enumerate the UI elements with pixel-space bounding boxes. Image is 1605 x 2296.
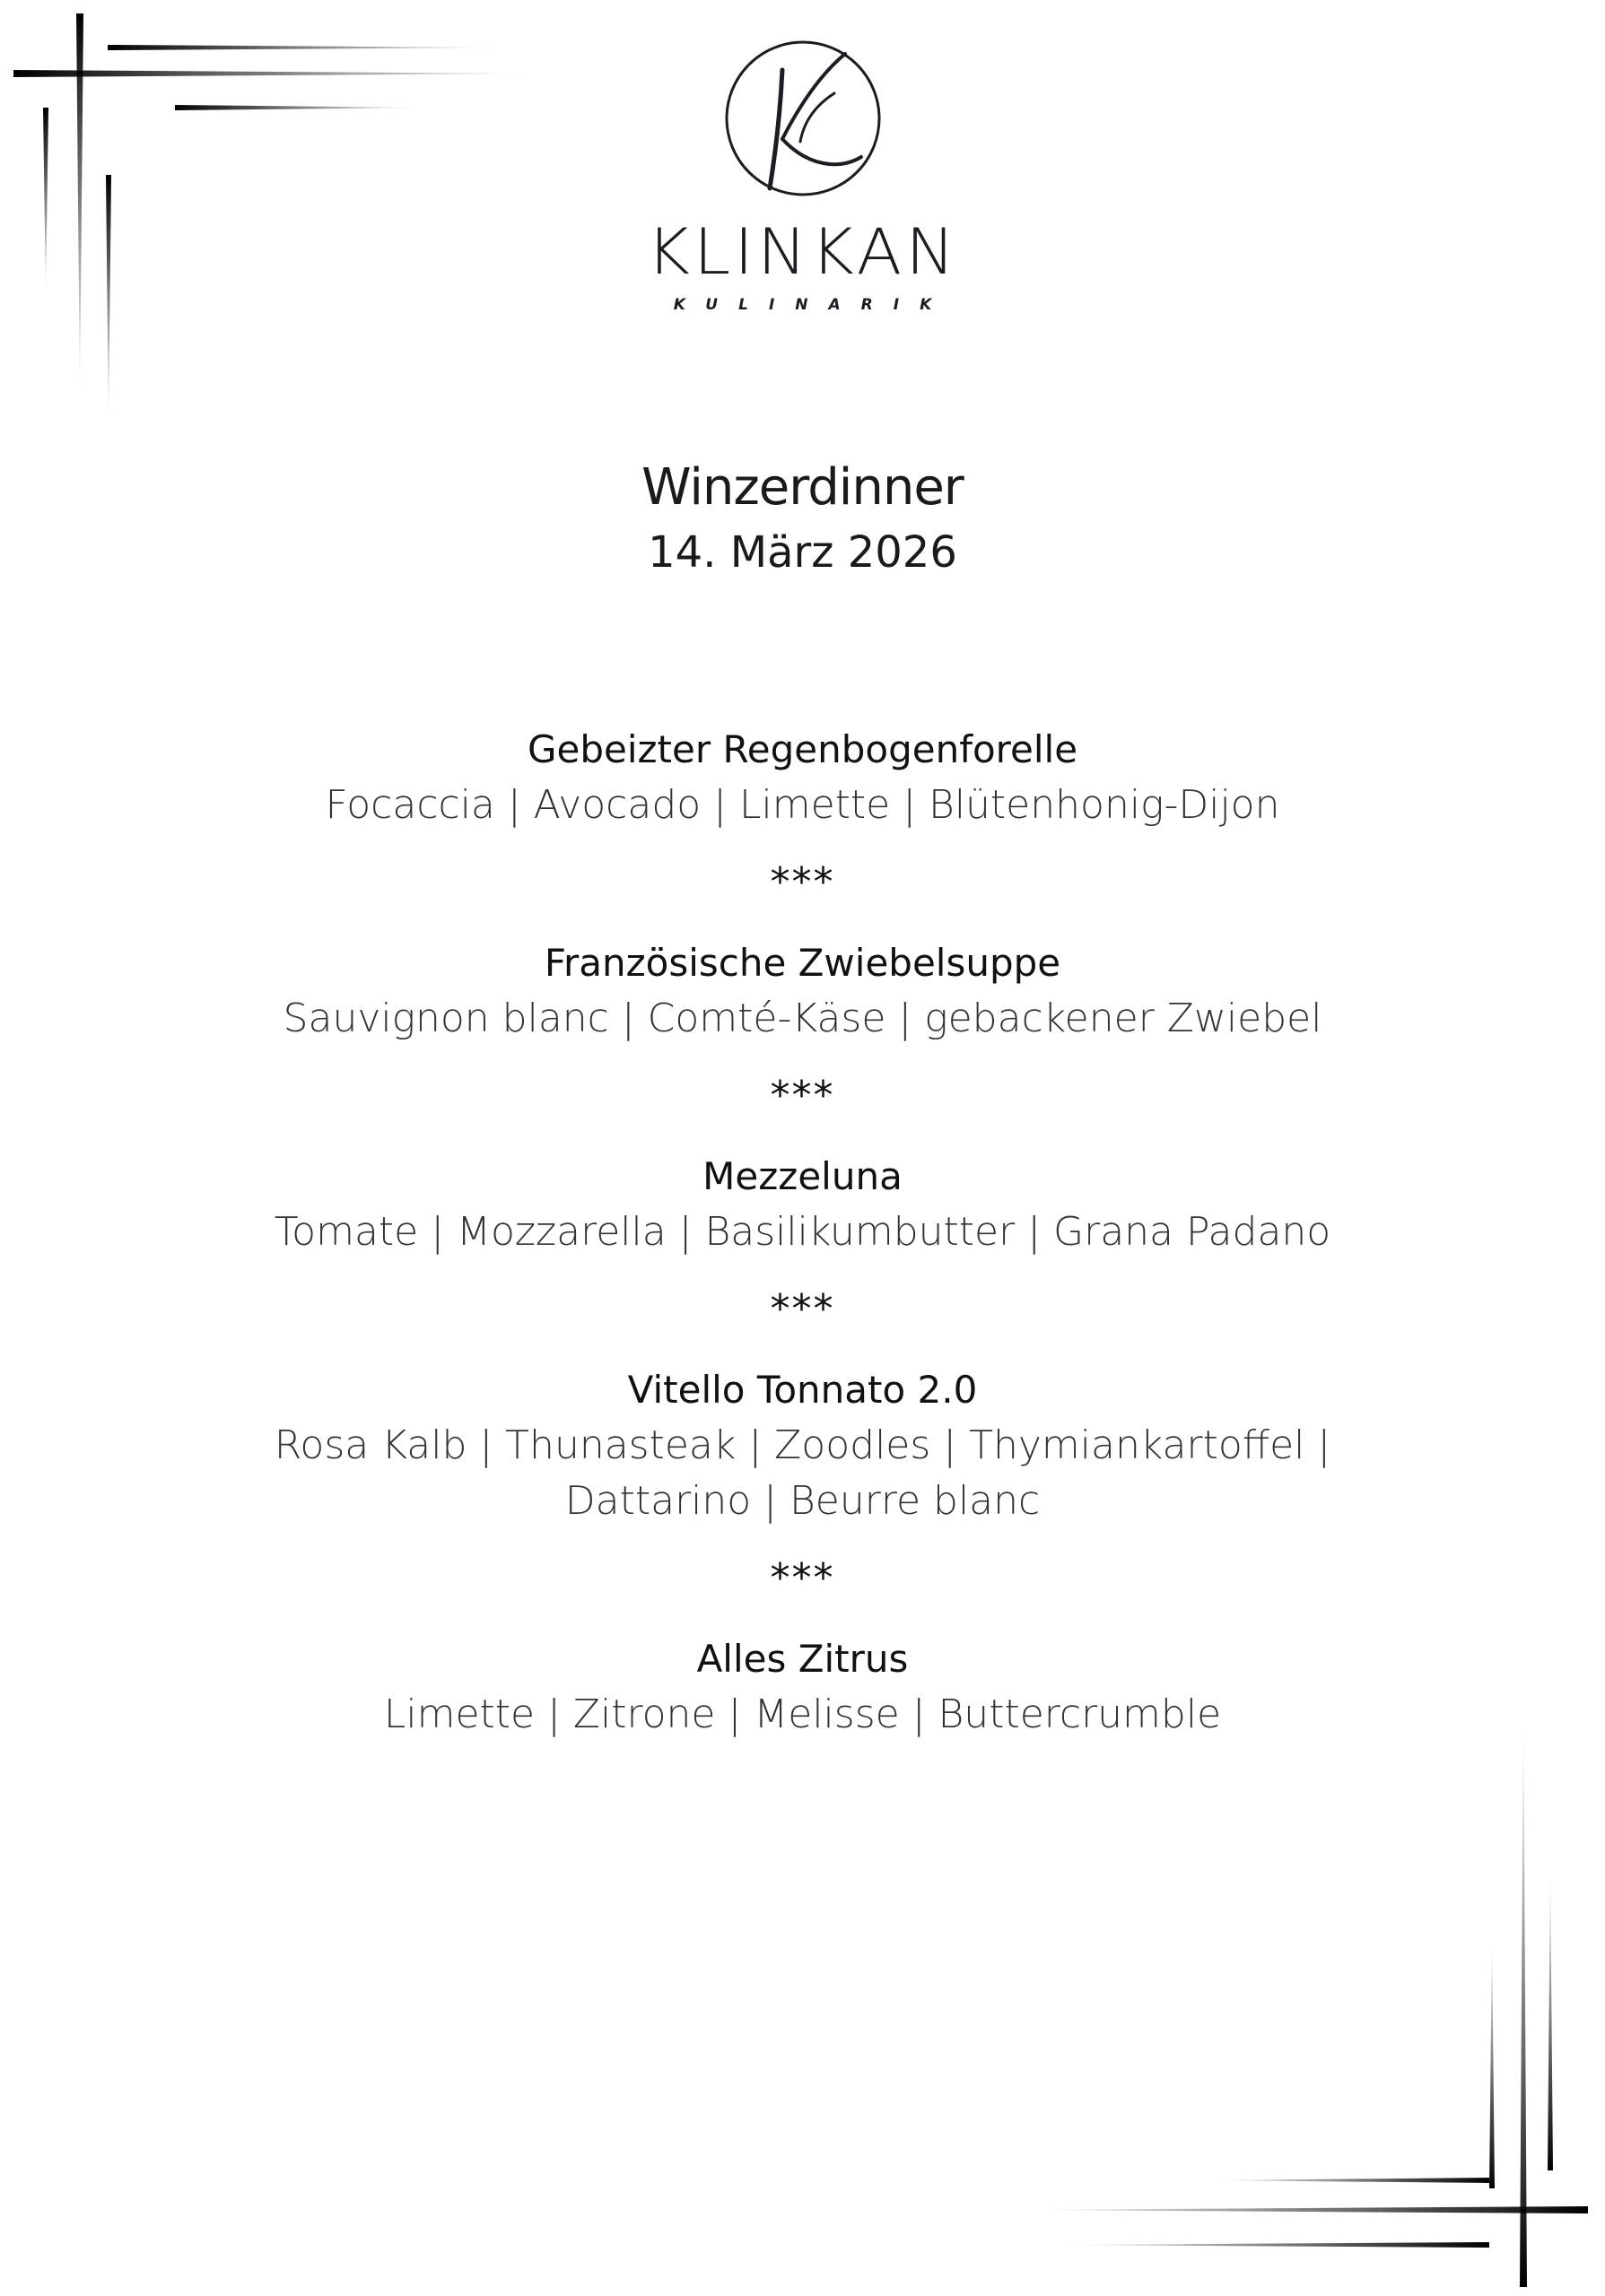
course-description: Tomate | Mozzarella | Basilikumbutter | Grana Padano xyxy=(274,1209,1331,1255)
course-item xyxy=(0,1149,1605,1260)
course-separator: *** xyxy=(770,1286,835,1332)
corner-ornament-bottom-right xyxy=(987,1686,1605,2296)
course-description: Sauvignon blanc | Comté-Käse | gebackener Zwiebel xyxy=(283,996,1322,1041)
course-name: Gebeizter Regenbogenforelle xyxy=(527,727,1078,771)
course-item xyxy=(0,1631,1605,1743)
brand-name: KLINKAN xyxy=(646,215,959,289)
course-item xyxy=(0,722,1605,833)
brand-subtitle: KULINARIK xyxy=(673,296,953,314)
course-description-continued: Dattarino | Beurre blanc xyxy=(564,1478,1041,1524)
brand-logo xyxy=(0,36,1605,314)
course-name: Alles Zitrus xyxy=(696,1637,909,1681)
course-item xyxy=(0,1362,1605,1529)
course-name: Französische Zwiebelsuppe xyxy=(544,941,1061,985)
course-separator: *** xyxy=(770,1073,835,1118)
course-name: Mezzeluna xyxy=(702,1154,903,1198)
course-separator: *** xyxy=(770,1555,835,1601)
menu-header xyxy=(0,453,1605,582)
course-separator: *** xyxy=(770,859,835,905)
menu-title: Winzerdinner xyxy=(641,458,964,517)
course-name: Vitello Tonnato 2.0 xyxy=(627,1368,978,1412)
monogram-k-icon xyxy=(718,36,888,206)
course-description: Focaccia | Avocado | Limette | Blütenhonig-Dijon xyxy=(325,782,1280,828)
course-description: Limette | Zitrone | Melisse | Buttercrumble xyxy=(383,1692,1222,1737)
course-list xyxy=(0,722,1605,1743)
course-description: Rosa Kalb | Thunasteak | Zoodles | Thymiankartoffel | xyxy=(274,1422,1331,1468)
course-item xyxy=(0,935,1605,1047)
menu-date: 14. März 2026 xyxy=(648,527,957,578)
